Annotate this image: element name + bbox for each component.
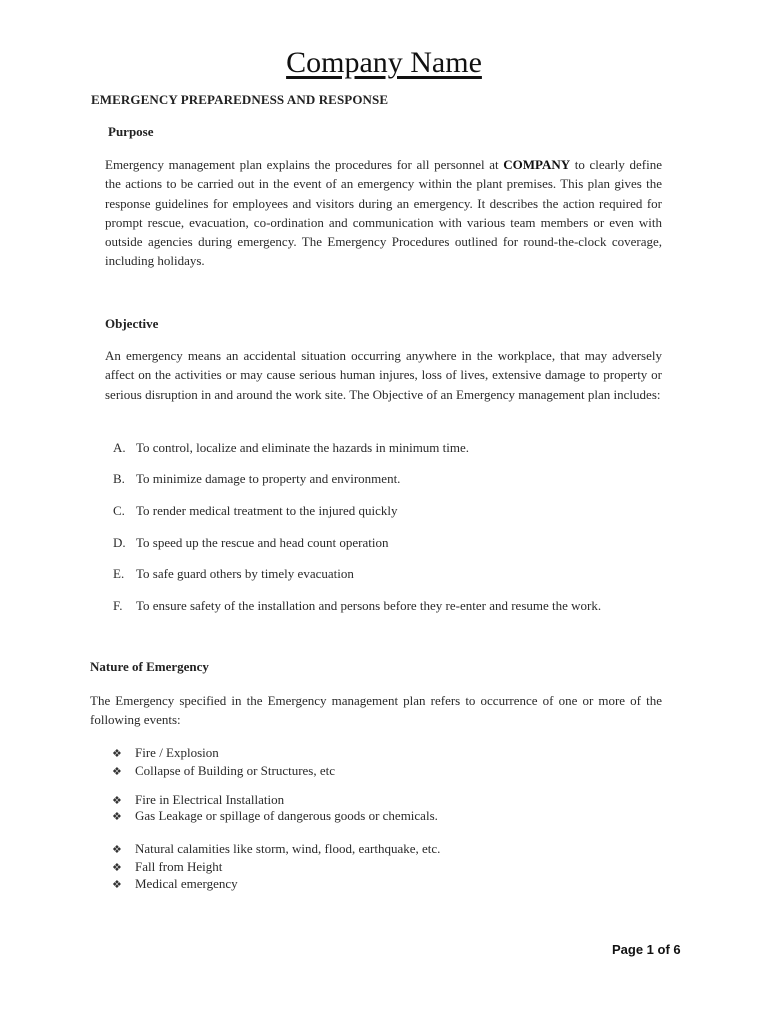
- purpose-paragraph: [105, 155, 662, 271]
- diamond-bullet-icon: ❖: [112, 811, 122, 823]
- diamond-bullet-icon: ❖: [112, 748, 122, 760]
- list-item: [112, 876, 238, 892]
- objective-heading: Objective: [105, 316, 159, 331]
- item-letter: A.: [113, 440, 126, 455]
- nature-paragraph: The Emergency specified in the Emergency management plan refers to occurrence of one or more of the following events:: [90, 693, 662, 728]
- diamond-bullet-icon: ❖: [112, 862, 122, 874]
- list-item: [112, 859, 222, 875]
- purpose-text-before: Emergency management plan explains the procedures for all personnel at: [105, 157, 504, 172]
- purpose-heading: Purpose: [108, 124, 154, 139]
- item-letter: D.: [113, 535, 126, 550]
- list-item: [112, 841, 440, 857]
- list-item: [112, 792, 284, 808]
- diamond-bullet-icon: ❖: [112, 766, 122, 778]
- document-title: Company Name: [286, 46, 482, 79]
- purpose-text-after: to clearly define the actions to be carried out in the event of an emergency within the plant premises. This plan gives the response guidelines for employees and visitors during an emergency. It describes the action required for prompt rescue, evacuation, co-ordination and communication with various team members or even with outside agencies during emergency. The Emergency Procedures outlined for round-the-clock coverage, including holidays.: [105, 157, 662, 269]
- list-item: [112, 745, 219, 761]
- diamond-bullet-icon: ❖: [112, 879, 122, 891]
- objective-item: [113, 598, 601, 614]
- objective-item: [113, 440, 469, 456]
- item-text: To speed up the rescue and head count operation: [136, 535, 389, 550]
- objective-item: [113, 503, 398, 519]
- company-word: COMPANY: [503, 157, 571, 172]
- bullet-text: Gas Leakage or spillage of dangerous goods or chemicals.: [135, 808, 438, 823]
- bullet-text: Fire / Explosion: [135, 745, 219, 760]
- item-text: To ensure safety of the installation and persons before they re-enter and resume the work.: [136, 598, 602, 613]
- list-item: [112, 763, 335, 779]
- item-text: To safe guard others by timely evacuation: [136, 566, 354, 581]
- objective-item: [113, 535, 389, 551]
- bullet-text: Fire in Electrical Installation: [135, 792, 285, 807]
- bullet-text: Fall from Height: [135, 859, 223, 874]
- item-text: To render medical treatment to the injured quickly: [136, 503, 398, 518]
- nature-heading: Nature of Emergency: [90, 659, 209, 674]
- item-text: To control, localize and eliminate the hazards in minimum time.: [136, 440, 470, 455]
- item-letter: E.: [113, 566, 125, 581]
- item-letter: C.: [113, 503, 125, 518]
- page-number: Page 1 of 6: [612, 942, 681, 957]
- bullet-text: Medical emergency: [135, 876, 238, 891]
- list-item: [112, 808, 438, 824]
- item-letter: B.: [113, 471, 125, 486]
- objective-paragraph: An emergency means an accidental situation occurring anywhere in the workplace, that may adversely affect on the activities or may cause serious human injures, loss of lives, extensive damage to property or serious disruption in and around the work site. The Objective of an Emergency management plan includes:: [105, 348, 662, 402]
- item-letter: F.: [113, 598, 123, 613]
- diamond-bullet-icon: ❖: [112, 795, 122, 807]
- diamond-bullet-icon: ❖: [112, 844, 122, 856]
- bullet-text: Natural calamities like storm, wind, flood, earthquake, etc.: [135, 841, 441, 856]
- item-text: To minimize damage to property and environment.: [136, 471, 401, 486]
- bullet-text: Collapse of Building or Structures, etc: [135, 763, 336, 778]
- objective-item: [113, 471, 400, 487]
- objective-item: [113, 566, 354, 582]
- section-heading: EMERGENCY PREPAREDNESS AND RESPONSE: [91, 92, 389, 107]
